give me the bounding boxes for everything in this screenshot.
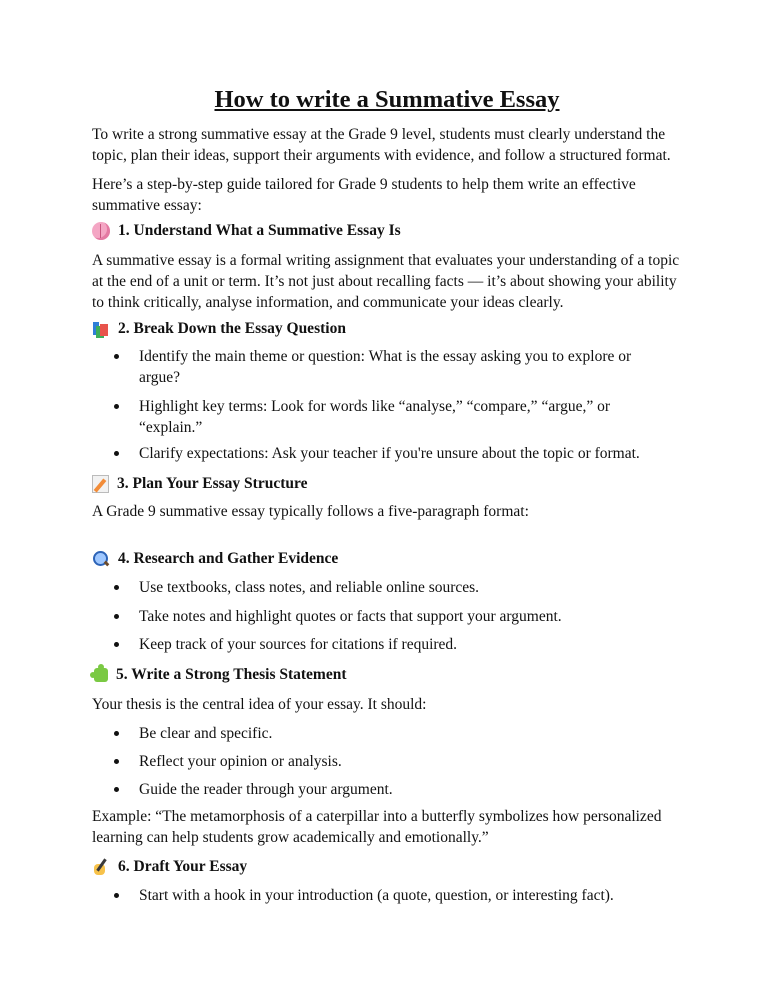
list-item-text: Highlight key terms: Look for words like “analyse,” “compare,” “argue,” or “explain.” (139, 398, 611, 436)
section-1-heading-text: 1. Understand What a Summative Essay Is (118, 222, 401, 239)
intro-paragraph-2: Here’s a step-by-step guide tailored for Grade 9 students to help them write an effective summative essay: (92, 176, 636, 214)
bullet-dot (114, 585, 119, 590)
brain-icon (92, 222, 110, 240)
bullet-dot (114, 451, 119, 456)
bullet-dot (114, 731, 119, 736)
bullet-dot (114, 614, 119, 619)
section-5-heading-text: 5. Write a Strong Thesis Statement (116, 666, 347, 683)
section-4-heading (92, 548, 682, 569)
section-2-heading-text: 2. Break Down the Essay Question (118, 320, 346, 337)
section-1-heading (92, 220, 682, 241)
page-title: How to write a Summative Essay (214, 86, 560, 113)
section-4-heading-text: 4. Research and Gather Evidence (118, 550, 339, 567)
section-1-body: A summative essay is a formal writing assignment that evaluates your understanding of a topic at the end of a unit or term. It’s not just about recalling facts — it’s about showing your ability to think critically, analyse information, and communicate your ideas clearly. (92, 252, 680, 311)
section-3-heading-text: 3. Plan Your Essay Structure (117, 475, 308, 492)
intro-paragraph-1: To write a strong summative essay at the Grade 9 level, students must clearly understand the topic, plan their ideas, support their arguments with evidence, and follow a structured format. (92, 126, 671, 164)
bullet-dot (114, 759, 119, 764)
memo-icon (92, 475, 109, 493)
section-5-heading (92, 664, 682, 685)
books-icon (92, 320, 110, 338)
section-3-body: A Grade 9 summative essay typically follows a five-paragraph format: (92, 503, 529, 520)
list-item-text: Start with a hook in your introduction (a quote, question, or interesting fact). (139, 887, 614, 904)
list-item-text: Take notes and highlight quotes or facts that support your argument. (139, 608, 562, 625)
list-item-text: Identify the main theme or question: What is the essay asking you to explore or argue? (139, 348, 632, 386)
bullet-dot (114, 893, 119, 898)
list-item-text: Keep track of your sources for citations if required. (139, 636, 458, 653)
writing-hand-icon (92, 858, 110, 876)
bullet-dot (114, 642, 119, 647)
section-6-heading (92, 856, 682, 877)
list-item-text: Guide the reader through your argument. (139, 781, 393, 798)
magnifying-glass-icon (92, 550, 110, 568)
section-6-heading-text: 6. Draft Your Essay (118, 858, 248, 875)
section-5-body: Your thesis is the central idea of your essay. It should: (92, 696, 427, 713)
list-item-text: Be clear and specific. (139, 725, 273, 742)
list-item-text: Reflect your opinion or analysis. (139, 753, 342, 770)
section-2-heading (92, 318, 682, 339)
bullet-dot (114, 354, 119, 359)
puzzle-piece-icon (94, 668, 108, 682)
list-item-text: Clarify expectations: Ask your teacher if you're unsure about the topic or format. (139, 445, 640, 462)
section-3-heading (92, 473, 682, 494)
list-item-text: Use textbooks, class notes, and reliable online sources. (139, 579, 480, 596)
bullet-dot (114, 404, 119, 409)
bullet-dot (114, 787, 119, 792)
section-5-example: Example: “The metamorphosis of a caterpillar into a butterfly symbolizes how personalized learning can help students grow academically and emotionally.” (92, 808, 662, 846)
